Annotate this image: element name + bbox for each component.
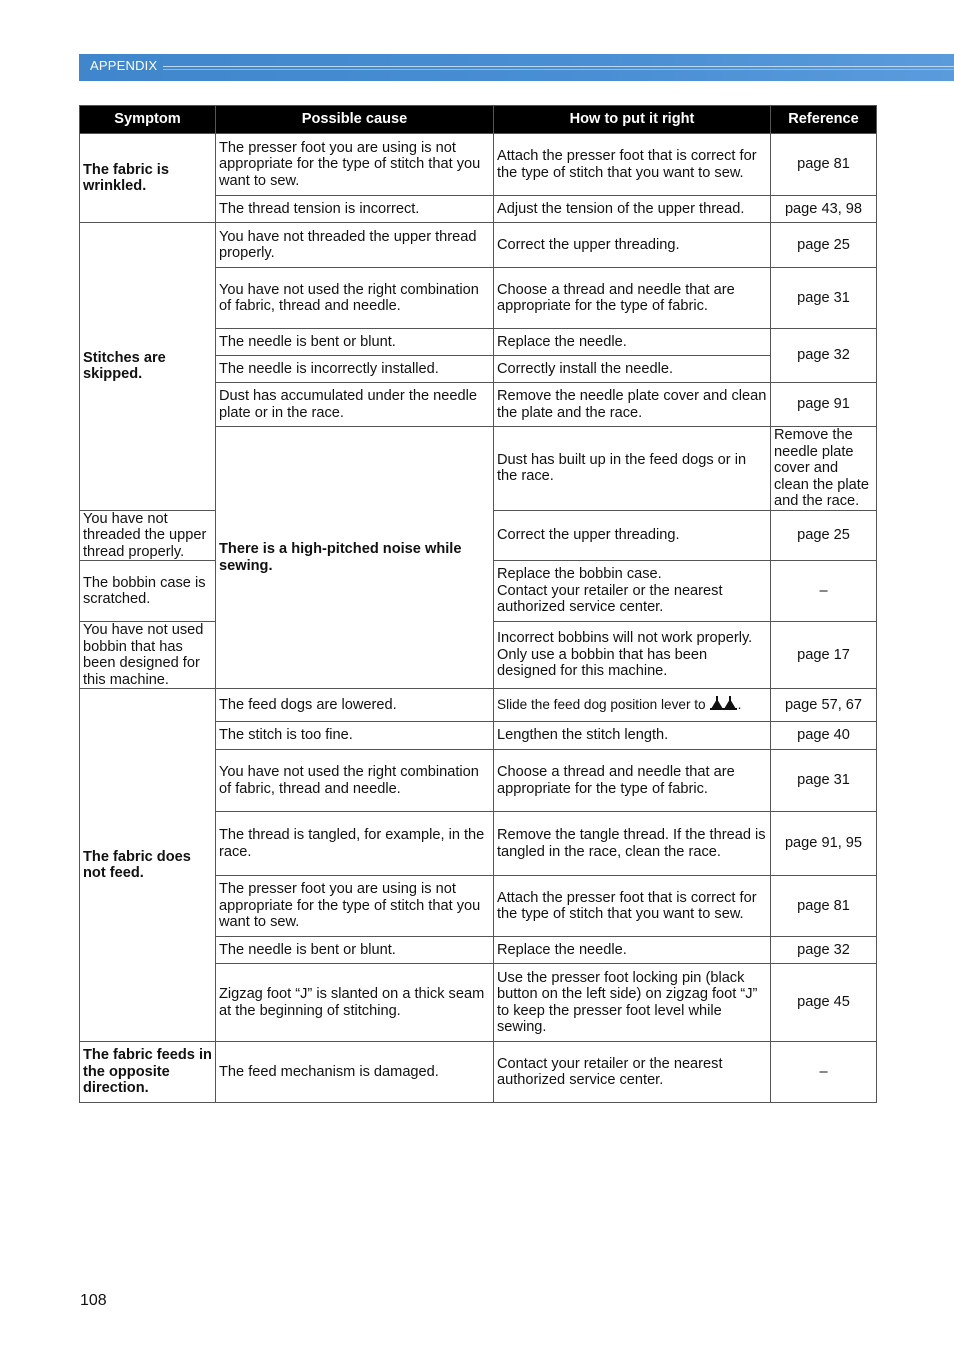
- remedy-cell: Lengthen the stitch length.: [494, 722, 771, 750]
- reference-cell: page 81: [771, 876, 877, 937]
- remedy-cell: Remove the needle plate cover and clean the plate and the race.: [771, 427, 877, 511]
- remedy-cell: Remove the needle plate cover and clean the plate and the race.: [494, 383, 771, 427]
- reference-cell: page 32: [771, 329, 877, 383]
- reference-cell: page 31: [771, 268, 877, 329]
- cause-cell: Dust has built up in the feed dogs or in the race.: [494, 427, 771, 511]
- cause-cell: Dust has accumulated under the needle plate or in the race.: [216, 383, 494, 427]
- cause-cell: You have not used the right combination of fabric, thread and needle.: [216, 268, 494, 329]
- symptom-cell: The fabric does not feed.: [80, 689, 216, 1042]
- reference-cell: page 25: [771, 223, 877, 268]
- section-label: APPENDIX: [90, 58, 158, 73]
- remedy-cell: Incorrect bobbins will not work properly. Only use a bobbin that has been designed for this machine.: [494, 622, 771, 689]
- cause-cell: The thread is tangled, for example, in the race.: [216, 812, 494, 876]
- cause-cell: The feed dogs are lowered.: [216, 689, 494, 722]
- cause-cell: You have not threaded the upper thread properly.: [80, 510, 216, 561]
- remedy-cell: Replace the needle.: [494, 937, 771, 964]
- cause-cell: The needle is bent or blunt.: [216, 329, 494, 356]
- cause-cell: You have not used bobbin that has been designed for this machine.: [80, 622, 216, 689]
- cause-cell: The stitch is too fine.: [216, 722, 494, 750]
- table-row: [80, 1042, 877, 1103]
- remedy-cell: Correctly install the needle.: [494, 356, 771, 383]
- reference-cell: page 40: [771, 722, 877, 750]
- remedy-cell: Replace the needle.: [494, 329, 771, 356]
- remedy-suffix: .: [737, 696, 742, 712]
- troubleshooting-table: [79, 105, 877, 1103]
- remedy-line: Contact your retailer or the nearest authorized service center.: [497, 582, 723, 616]
- cause-cell: The presser foot you are using is not appropriate for the type of stitch that you want to sew.: [216, 876, 494, 937]
- column-header-reference: Reference: [771, 106, 877, 134]
- remedy-cell: [494, 689, 771, 722]
- reference-cell: page 43, 98: [771, 196, 877, 223]
- reference-cell: page 91, 95: [771, 812, 877, 876]
- reference-cell: page 45: [771, 964, 877, 1042]
- symptom-cell: The fabric feeds in the opposite direction.: [80, 1042, 216, 1103]
- reference-cell: –: [771, 561, 877, 622]
- remedy-cell: Contact your retailer or the nearest authorized service center.: [494, 1042, 771, 1103]
- cause-cell: Zigzag foot “J” is slanted on a thick seam at the beginning of stitching.: [216, 964, 494, 1042]
- remedy-cell: Correct the upper threading.: [494, 510, 771, 561]
- remedy-line: Replace the bobbin case.: [497, 566, 662, 583]
- remedy-cell: Choose a thread and needle that are appropriate for the type of fabric.: [494, 268, 771, 329]
- reference-cell: page 17: [771, 622, 877, 689]
- symptom-cell: The fabric is wrinkled.: [80, 134, 216, 223]
- cause-cell: The bobbin case is scratched.: [80, 561, 216, 622]
- reference-cell: –: [771, 1042, 877, 1103]
- cause-cell: The feed mechanism is damaged.: [216, 1042, 494, 1103]
- symptom-cell: Stitches are skipped.: [80, 223, 216, 511]
- remedy-cell: Correct the upper threading.: [494, 223, 771, 268]
- cause-cell: You have not used the right combination of fabric, thread and needle.: [216, 750, 494, 812]
- cause-cell: The presser foot you are using is not appropriate for the type of stitch that you want to sew.: [216, 134, 494, 196]
- cause-cell: The thread tension is incorrect.: [216, 196, 494, 223]
- remedy-cell: Attach the presser foot that is correct for the type of stitch that you want to sew.: [494, 134, 771, 196]
- column-header-symptom: Symptom: [80, 106, 216, 134]
- remedy-cell: Choose a thread and needle that are appropriate for the type of fabric.: [494, 750, 771, 812]
- feed-dog-raised-icon: [710, 696, 738, 715]
- table-row: [80, 134, 877, 196]
- symptom-cell: There is a high-pitched noise while sewing.: [216, 427, 494, 689]
- table-header-row: [80, 106, 877, 134]
- remedy-cell: Adjust the tension of the upper thread.: [494, 196, 771, 223]
- remedy-cell: [494, 561, 771, 622]
- cause-cell: You have not threaded the upper thread properly.: [216, 223, 494, 268]
- section-header-banner: [79, 54, 954, 81]
- page-number: 108: [80, 1292, 107, 1309]
- reference-cell: page 25: [771, 510, 877, 561]
- banner-rule: [163, 69, 954, 70]
- reference-cell: page 57, 67: [771, 689, 877, 722]
- remedy-cell: Attach the presser foot that is correct for the type of stitch that you want to sew.: [494, 876, 771, 937]
- cause-cell: The needle is bent or blunt.: [216, 937, 494, 964]
- banner-rule: [163, 66, 954, 67]
- cause-cell: The needle is incorrectly installed.: [216, 356, 494, 383]
- table-row: [80, 689, 877, 722]
- table-row: [80, 223, 877, 268]
- reference-cell: page 81: [771, 134, 877, 196]
- remedy-text: Slide the feed dog position lever to: [497, 696, 706, 712]
- remedy-cell: Use the presser foot locking pin (black button on the left side) on zigzag foot “J” to keep the presser foot level while sewing.: [494, 964, 771, 1042]
- reference-cell: page 31: [771, 750, 877, 812]
- remedy-cell: Remove the tangle thread. If the thread is tangled in the race, clean the race.: [494, 812, 771, 876]
- reference-cell: page 32: [771, 937, 877, 964]
- column-header-remedy: How to put it right: [494, 106, 771, 134]
- reference-cell: page 91: [771, 383, 877, 427]
- column-header-cause: Possible cause: [216, 106, 494, 134]
